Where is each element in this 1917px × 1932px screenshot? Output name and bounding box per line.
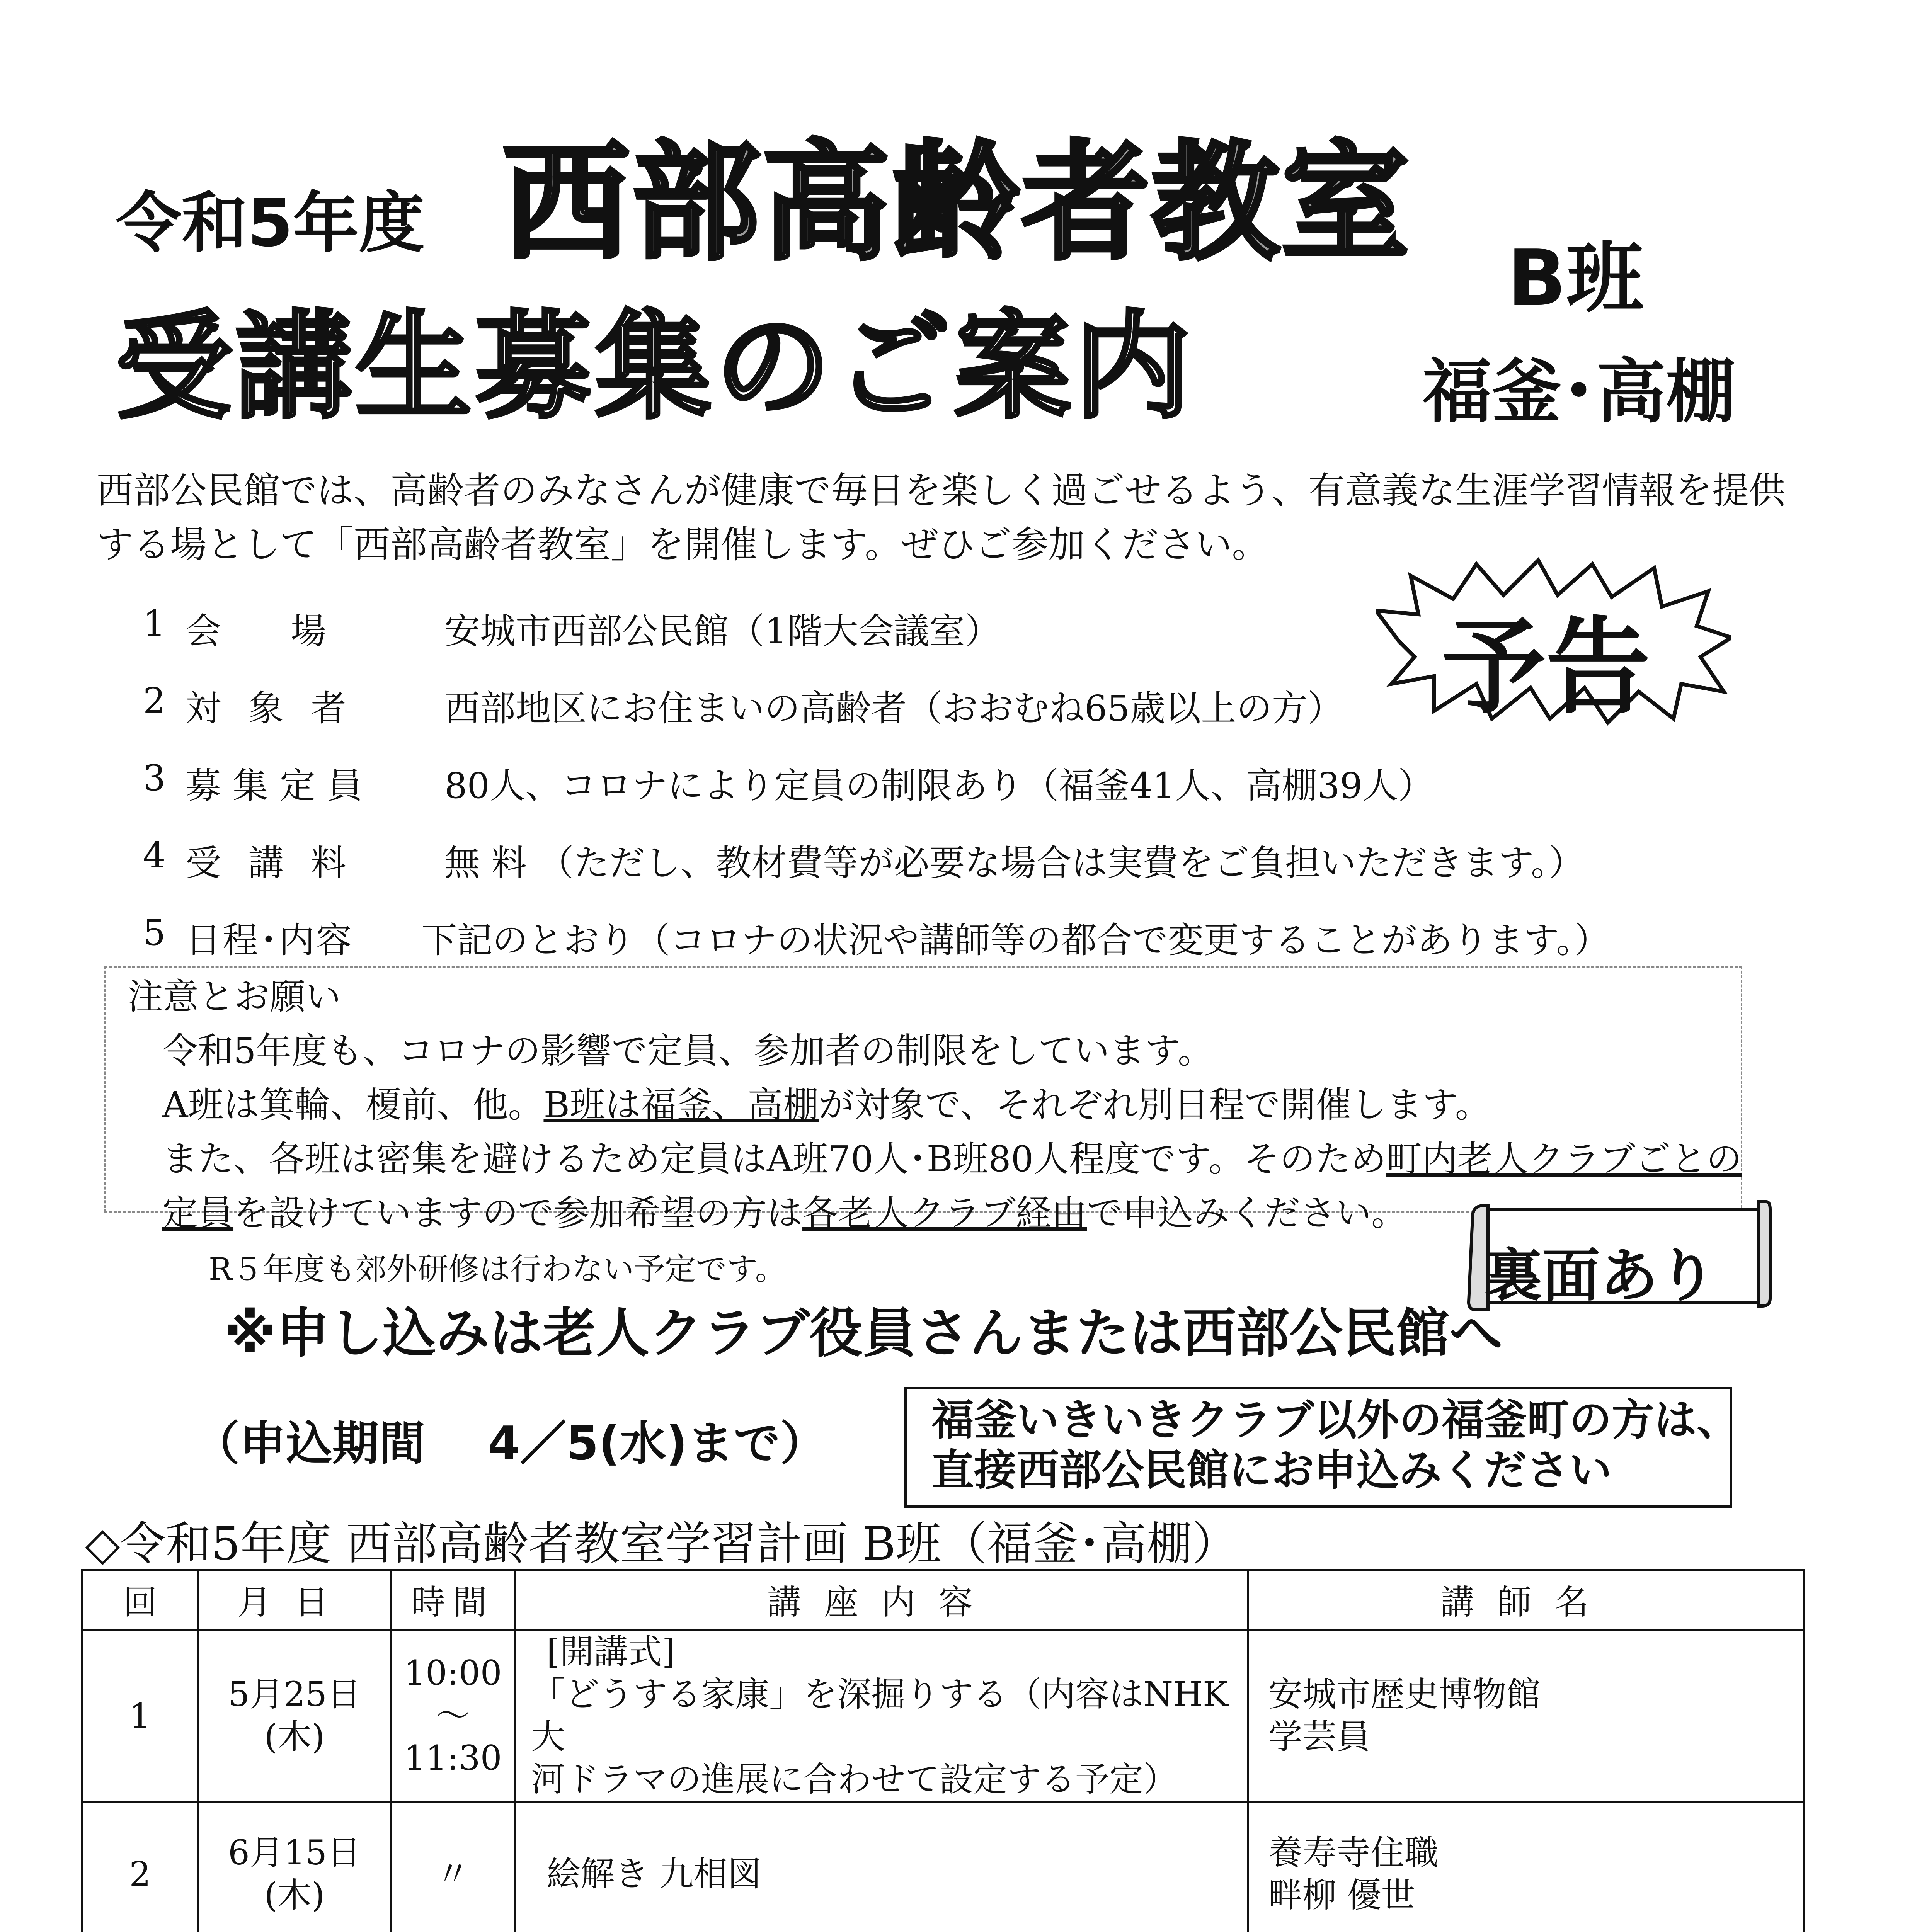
item-number: 5 xyxy=(143,912,166,953)
header-no: 回 xyxy=(82,1570,198,1630)
apply-note: ※申し込みは老人クラブ役員さんまたは西部公民館へ xyxy=(224,1302,1503,1364)
item-number: 4 xyxy=(143,835,166,876)
fukama-notice-text xyxy=(931,1395,1739,1495)
r5-note: R５年度も郊外研修は行わない予定です。 xyxy=(209,1251,786,1287)
row-time: 〃 xyxy=(391,1802,515,1932)
time-start: 10:00 xyxy=(403,1653,502,1693)
schedule-table xyxy=(81,1569,1805,1932)
date-text: 6月15日 xyxy=(228,1833,361,1872)
row-no: 1 xyxy=(82,1630,198,1802)
year-label: 令和5年度 xyxy=(116,185,425,262)
item-value: 安城市西部公民館（1階大会議室） xyxy=(444,611,1001,652)
row-time xyxy=(391,1630,515,1802)
header-time: 時間 xyxy=(391,1570,515,1630)
item-value: 西部地区にお住まいの高齢者（おおむね65歳以上の方） xyxy=(444,688,1343,729)
item-number: 3 xyxy=(143,757,166,799)
group-label: B班 xyxy=(1507,233,1644,323)
header-instructor: 講師名 xyxy=(1248,1570,1804,1630)
item-label: 対象者 xyxy=(186,688,374,729)
page-title: 西部高齢者教室 xyxy=(502,129,1411,277)
item-number: 1 xyxy=(143,603,166,644)
notice-text-span: を設けていますので参加希望の方は xyxy=(233,1192,803,1234)
content-line: [開講式] xyxy=(546,1632,675,1672)
content-line: 「どうする家康」を深掘りする（内容はNHK大 xyxy=(531,1674,1228,1757)
content-line: 絵解き 九相図 xyxy=(546,1854,762,1894)
yokoku-text: 予告 xyxy=(1442,606,1650,728)
header-date: 月日 xyxy=(198,1570,391,1630)
item-label: 受講料 xyxy=(186,842,374,884)
row-no: 2 xyxy=(82,1802,198,1932)
item-label: 募集定員 xyxy=(186,765,375,806)
item-label: 会場 xyxy=(186,611,396,652)
item-label: 日程･内容 xyxy=(186,920,354,961)
item-value: 無 料 （ただし、教材費等が必要な場合は実費をご負担いただきます。） xyxy=(444,842,1585,884)
date-text: 5月25日 xyxy=(228,1674,361,1714)
notice-line: 令和5年度も、コロナの影響で定員、参加者の制限をしています。 xyxy=(162,1030,1214,1071)
day-text: (木) xyxy=(264,1717,325,1757)
row-instructor xyxy=(1248,1802,1804,1932)
instructor-line: 安城市歴史博物館 xyxy=(1268,1674,1541,1714)
notice-underline: B班は福釜、高棚 xyxy=(543,1084,819,1126)
table-header-row xyxy=(82,1570,1804,1630)
notice-text-span: で申込みください。 xyxy=(1087,1192,1407,1234)
item-value: 80人、コロナにより定員の制限あり（福釜41人、高棚39人） xyxy=(444,765,1434,806)
area-label: 福釜･高棚 xyxy=(1422,352,1736,432)
header-content: 講座内容 xyxy=(515,1570,1248,1630)
time-sep: ～ xyxy=(436,1696,470,1735)
back-side-label: 裏面あり xyxy=(1484,1242,1716,1310)
item-value: 下記のとおり（コロナの状況や講師等の都合で変更することがあります。） xyxy=(421,920,1610,961)
row-instructor xyxy=(1248,1630,1804,1802)
content-line: 河ドラマの進展に合わせて設定する予定） xyxy=(531,1759,1178,1799)
intro-text: 西部公民館では、高齢者のみなさんが健康で毎日を楽しく過ごせるよう、有意義な生涯学習情報を提供する場として「西部高齢者教室」を開催します。ぜひご参加ください。 xyxy=(97,469,1786,566)
notice-line xyxy=(128,1078,1751,1132)
application-period: （申込期間 4／5(水)まで） xyxy=(193,1417,827,1471)
instructor-line: 養寿寺住職 xyxy=(1268,1833,1439,1872)
table-row xyxy=(82,1802,1804,1932)
row-date xyxy=(198,1802,391,1932)
instructor-line: 学芸員 xyxy=(1268,1717,1371,1757)
notice-heading: 注意とお願い xyxy=(128,976,341,1017)
notice-text-span: が対象で、それぞれ別日程で開催します。 xyxy=(819,1084,1491,1126)
day-text: (木) xyxy=(264,1875,325,1915)
notice-underline: 町内老人クラブごとの定員 xyxy=(162,1138,1742,1234)
instructor-line: 畔柳 優世 xyxy=(1268,1875,1415,1915)
notice-underline: 各老人クラブ経由 xyxy=(802,1192,1087,1234)
time-end: 11:30 xyxy=(403,1738,502,1778)
item-number: 2 xyxy=(143,680,166,721)
row-content xyxy=(515,1630,1248,1802)
plan-title: ◇令和5年度 西部高齢者教室学習計画 B班（福釜･高棚） xyxy=(85,1517,1238,1570)
notice-text-span: また、各班は密集を避けるため定員はA班70人･B班80人程度です。そのため xyxy=(162,1138,1386,1180)
row-content xyxy=(515,1802,1248,1932)
table-row xyxy=(82,1630,1804,1802)
notice-text-span: A班は箕輪、榎前、他。 xyxy=(162,1084,544,1126)
fukama-line: 直接西部公民館にお申込みください xyxy=(931,1446,1612,1495)
fukama-line: 福釜いきいきクラブ以外の福釜町の方は、 xyxy=(931,1395,1739,1445)
page-subtitle: 受講生募集のご案内 xyxy=(116,299,1194,434)
row-date xyxy=(198,1630,391,1802)
